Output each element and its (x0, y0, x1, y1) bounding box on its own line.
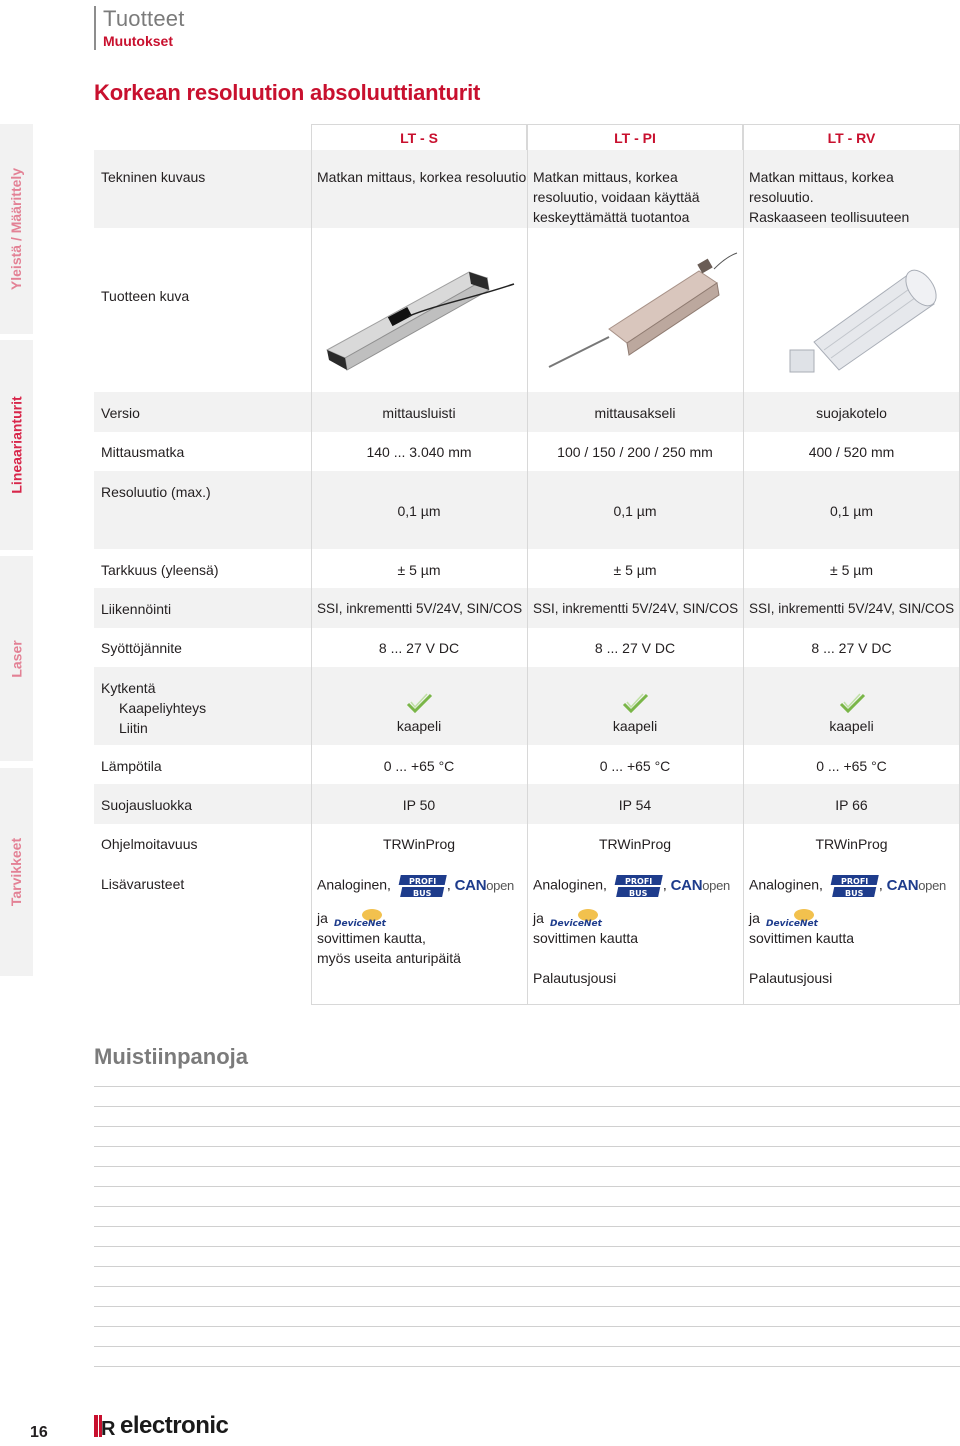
brand-letter: R (101, 1418, 116, 1439)
note-line (94, 1246, 960, 1247)
note-line (94, 1126, 960, 1127)
note-line (94, 1306, 960, 1307)
label-measuring-range: Mittausmatka (101, 444, 185, 460)
programming-lt-s: TRWinProg (382, 836, 456, 852)
note-line (94, 1206, 960, 1207)
accessories-line3: Palautusjousi (749, 970, 833, 986)
range-lt-s: 140 ... 3.040 mm (366, 444, 472, 460)
table-bottom-border (311, 1004, 960, 1005)
label-interface: Liikennöinti (101, 601, 172, 617)
label-version: Versio (101, 405, 140, 421)
ja-text: ja (749, 910, 760, 926)
accessories-lt-rv (743, 874, 960, 988)
protection-lt-pi: IP 54 (618, 797, 652, 813)
label-resolution: Resoluutio (max.) (101, 484, 211, 500)
can-text: CAN (670, 877, 703, 894)
canopen-logo (671, 876, 730, 896)
accuracy-lt-pi: ± 5 µm (613, 562, 657, 578)
accessories-line2: sovittimen kautta, (317, 930, 426, 946)
devicenet-logo (332, 908, 394, 930)
protection-lt-s: IP 50 (402, 797, 436, 813)
temperature-lt-s: 0 ... +65 °C (383, 758, 455, 774)
analog-text: Analoginen, (317, 876, 391, 893)
product-image-lt-rv (784, 252, 954, 377)
checkmark-icon (405, 692, 433, 714)
accessories-line1 (317, 874, 527, 898)
note-line (94, 1086, 960, 1087)
connection-value: kaapeli (396, 718, 442, 734)
section-subtitle: Muutokset (103, 33, 173, 49)
profibus-logo (827, 874, 879, 898)
label-protection-class: Suojausluokka (101, 797, 193, 813)
label-programmability: Ohjelmoitavuus (101, 836, 198, 852)
accessories-line3: Palautusjousi (533, 970, 617, 986)
profibus-top: PROFI (408, 877, 437, 886)
side-tab-overview[interactable] (0, 124, 33, 334)
note-line (94, 1106, 960, 1107)
accessories-line-ja (533, 908, 743, 928)
accuracy-lt-s: ± 5 µm (397, 562, 441, 578)
connection-value: kaapeli (612, 718, 658, 734)
devicenet-text: DeviceNet (765, 919, 818, 930)
devicenet-text: DeviceNet (549, 919, 602, 930)
resolution-lt-s: 0,1 µm (397, 503, 441, 519)
label-accuracy: Tarkkuus (yleensä) (101, 562, 219, 578)
connection-lt-s (311, 692, 527, 736)
version-lt-s: mittausluisti (382, 405, 456, 421)
label-accessories: Lisävarusteet (101, 876, 185, 892)
ja-text: ja (317, 910, 328, 926)
side-tab-linear[interactable] (0, 340, 33, 550)
resolution-lt-rv: 0,1 µm (829, 503, 874, 519)
label-technical: Tekninen kuvaus (101, 169, 206, 185)
accessories-lt-pi (527, 874, 743, 988)
label-supply-voltage: Syöttöjännite (101, 640, 182, 656)
can-text: CAN (454, 877, 487, 894)
devicenet-logo (548, 908, 610, 930)
note-line (94, 1266, 960, 1267)
side-tab-label: Lineaarianturit (8, 396, 25, 494)
technical-lt-pi (527, 167, 743, 227)
resolution-lt-pi: 0,1 µm (613, 503, 657, 519)
comma: , (662, 876, 667, 893)
note-line (94, 1366, 960, 1367)
note-line (94, 1286, 960, 1287)
label-temperature: Lämpötila (101, 758, 162, 774)
analog-text: Analoginen, (533, 876, 607, 893)
column-header-lt-pi: LT - PI (527, 124, 743, 150)
profibus-logo (611, 874, 663, 898)
profibus-top: PROFI (840, 877, 869, 886)
accessories-line-ja (317, 908, 527, 928)
page-number: 16 (30, 1424, 48, 1441)
side-tab-label: Yleistä / Määrittely (8, 167, 25, 291)
side-tab-label: Tarvikkeet (8, 837, 25, 907)
section-header (94, 6, 185, 50)
devicenet-text: DeviceNet (333, 919, 386, 930)
checkmark-icon (838, 692, 866, 714)
connection-lt-pi (527, 692, 743, 736)
section-title: Tuotteet (103, 6, 185, 31)
accessories-line2: sovittimen kautta (533, 930, 639, 946)
profibus-bottom: BUS (628, 889, 648, 898)
connection-lt-rv (743, 692, 960, 736)
product-image-lt-s (319, 254, 519, 374)
note-line (94, 1166, 960, 1167)
text-line: Matkan mittaus, korkea (749, 169, 894, 185)
can-text: CAN (886, 877, 919, 894)
text-line: resoluutio. (749, 189, 814, 205)
accessories-line2: sovittimen kautta (749, 930, 855, 946)
note-line (94, 1326, 960, 1327)
profibus-top: PROFI (624, 877, 653, 886)
version-lt-pi: mittausakseli (594, 405, 676, 421)
side-tab-label: Laser (8, 639, 25, 678)
technical-lt-rv (743, 167, 960, 227)
canopen-logo (887, 876, 946, 896)
label-product-image: Tuotteen kuva (101, 288, 190, 304)
technical-lt-s: Matkan mittaus, korkea resoluutio (317, 169, 527, 185)
open-text: open (486, 878, 514, 893)
side-tab-accessories[interactable] (0, 768, 33, 976)
canopen-logo (455, 876, 514, 896)
page-title: Korkean resoluution absoluuttianturit (94, 80, 481, 105)
accessories-lt-s (311, 874, 527, 968)
comma: , (878, 876, 883, 893)
accuracy-lt-rv: ± 5 µm (830, 562, 873, 578)
version-lt-rv: suojakotelo (816, 405, 887, 421)
note-line (94, 1146, 960, 1147)
voltage-lt-pi: 8 ... 27 V DC (594, 640, 676, 656)
comma: , (446, 876, 451, 893)
interface-lt-pi: SSI, inkrementti 5V/24V, SIN/COS (533, 601, 739, 616)
analog-text: Analoginen, (749, 876, 823, 893)
range-lt-pi: 100 / 150 / 200 / 250 mm (557, 444, 713, 460)
connection-cable-label: Kaapeliyhteys (119, 700, 207, 716)
open-text: open (918, 878, 946, 893)
temperature-lt-rv: 0 ... +65 °C (816, 758, 887, 774)
range-lt-rv: 400 / 520 mm (808, 444, 895, 460)
accessories-line-ja (749, 908, 960, 928)
interface-lt-s: SSI, inkrementti 5V/24V, SIN/COS (317, 601, 523, 616)
profibus-bottom: BUS (844, 889, 864, 898)
accessories-line1 (749, 874, 960, 898)
label-connection (101, 678, 206, 738)
text-line: Raskaaseen teollisuuteen (749, 209, 910, 225)
connection-value: kaapeli (829, 718, 874, 734)
text-line: Matkan mittaus, korkea (533, 169, 678, 185)
programming-lt-rv: TRWinProg (815, 836, 888, 852)
profibus-bottom: BUS (412, 889, 432, 898)
connection-connector-label: Liitin (119, 720, 148, 736)
note-line (94, 1346, 960, 1347)
side-tab-laser[interactable] (0, 556, 33, 761)
note-line (94, 1226, 960, 1227)
ja-text: ja (533, 910, 544, 926)
note-line (94, 1186, 960, 1187)
voltage-lt-rv: 8 ... 27 V DC (811, 640, 892, 656)
text-line: resoluutio, voidaan käyttää (533, 189, 700, 205)
devicenet-logo (764, 908, 826, 930)
product-image-lt-pi (539, 249, 739, 369)
column-header-lt-s: LT - S (311, 124, 527, 150)
text-line: keskeyttämättä tuotantoa (533, 209, 690, 225)
brand-mark-icon (94, 1413, 118, 1439)
interface-lt-rv: SSI, inkrementti 5V/24V, SIN/COS (749, 601, 955, 616)
connection-title: Kytkentä (101, 680, 156, 696)
open-text: open (702, 878, 730, 893)
programming-lt-pi: TRWinProg (598, 836, 672, 852)
temperature-lt-pi: 0 ... +65 °C (599, 758, 671, 774)
brand-text: electronic (120, 1412, 229, 1439)
profibus-logo (395, 874, 447, 898)
brand-logo (94, 1412, 228, 1440)
accessories-line3: myös useita anturipäitä (317, 950, 461, 966)
protection-lt-rv: IP 66 (835, 797, 868, 813)
column-header-lt-rv: LT - RV (743, 124, 960, 150)
notes-title: Muistiinpanoja (94, 1044, 248, 1069)
checkmark-icon (621, 692, 649, 714)
voltage-lt-s: 8 ... 27 V DC (378, 640, 460, 656)
accessories-line1 (533, 874, 743, 898)
